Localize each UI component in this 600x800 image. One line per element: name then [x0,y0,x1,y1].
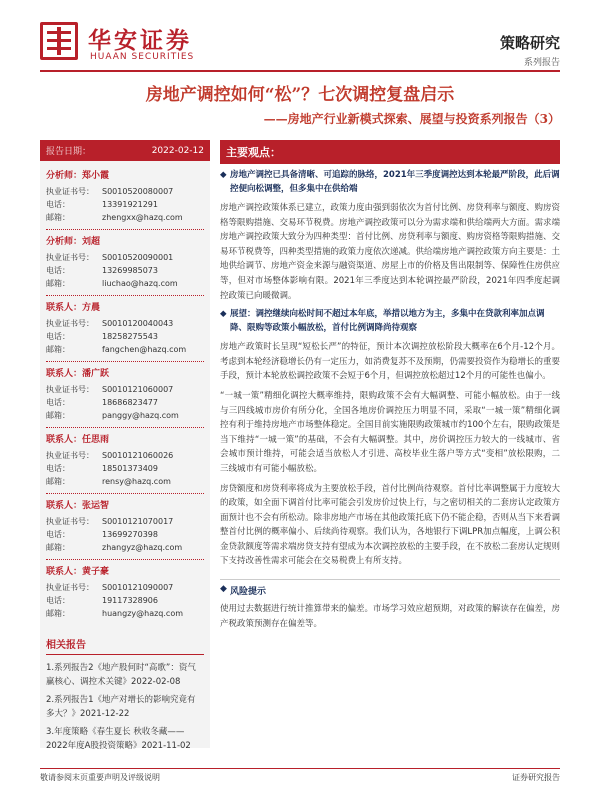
logo-text: 华安证券 [88,27,192,54]
phone-number: 18686823477 [102,398,158,407]
report-subtitle: ——房地产行业新模式探索、展望与投资系列报告（3） [263,112,560,126]
section-title: 主要观点： [220,140,560,164]
phone-number: 18501373409 [102,464,158,473]
analyst-cert [46,449,204,462]
diamond-bullet-icon: ◆ [220,309,227,320]
related-report-item[interactable]: 2.系列报告1《地产对增长的影响究竟有多大？》2021-12-22 [46,695,196,719]
phone-label: 电话： [46,332,70,341]
email-label: 邮箱： [46,543,70,552]
analyst-email [46,607,204,620]
analyst-card [40,358,210,424]
cert-label: 执业证书号： [46,583,94,592]
analyst-email [46,475,204,488]
analyst-name: 联系人：方晨 [46,295,204,313]
analyst-cert [46,383,204,396]
analyst-email [46,277,204,290]
email-label: 邮箱： [46,345,70,354]
phone-number: 18258275543 [102,332,158,341]
phone-label: 电话： [46,200,70,209]
analyst-name: 联系人：潘广跃 [46,361,204,379]
email-label: 邮箱： [46,477,70,486]
related-reports-list [40,659,210,755]
analyst-email [46,343,204,356]
analyst-phone [46,198,204,211]
email-link[interactable]: zhengxx@hazq.com [102,213,183,222]
paragraph: “一城一策”精细化调控大概率维持，限购政策不会有大幅调整、可能小幅放松。由于一线与三四线城市房价有所分化，全国各地房价调控压力明显不同，采取“一城一策”精细化调控有利于维持房地产市场整体稳定。全国目前实施限购政策城市约100个左右，限购政策是当下维持“一城一策”的基础，不会有大幅调整。其中，房价调控压力较大的一线城市、省会城市预计维持，可能会适当放松人才引进、高校毕业生落户等方式“变相”放松限购，二三线城市有可能小幅放松。 [220,390,560,474]
email-label: 邮箱： [46,279,70,288]
analyst-email [46,211,204,224]
email-link[interactable]: panggy@hazq.com [102,411,179,420]
report-date-label: 报告日期： [46,147,92,157]
footer-label: 证券研究报告 [512,773,560,782]
analyst-cert [46,251,204,264]
report-title: 房地产调控如何“松”？七次调控复盘启示 [145,85,455,105]
analyst-card [40,161,210,226]
paragraph: 房地产调控政策体系已建立，政策力度由强到弱依次为首付比例、房贷利率与额度、购房资格等限购措施、交易环节税费。房地产调控政策可以分为需求端和供给端两大方面。需求端房地产调控政策大致分为四种类型：首付比例、房贷利率与额度、购房资格等限购措施、交易环节税费等，四种类型措施的政策力度依次递减。供给端房地产调控政策方向主要是：土地供给调节、房地产资金来源与融资渠道、房屋上市的价格及售出限制等、保障性住房供应等，但对市场整体影响有限。2021年三季度达到本轮调控最严阶段，2021年四季度起调控政策已向暖微调。 [220,203,561,301]
analyst-cert [46,515,204,528]
email-link[interactable]: fangchen@hazq.com [102,345,187,354]
phone-number: 13391921291 [102,200,158,209]
phone-label: 电话： [46,530,70,539]
related-report-item[interactable]: 1.系列报告2《地产股何时“高歌”：资气赢核心、调控术关键》2022-02-08 [46,663,196,687]
email-label: 邮箱： [46,411,70,420]
key-point [220,307,560,335]
analyst-email [46,541,204,554]
risk-heading [220,579,560,597]
key-point-text: 房地产调控已具备清晰、可追踪的脉络，2021年三季度调控达到本轮最严阶段，此后调控便向松调整，但多集中在供给端 [230,170,560,194]
analyst-name: 联系人：任思雨 [46,427,204,445]
email-link[interactable]: huangzy@hazq.com [102,609,184,618]
cert-label: 执业证书号： [46,385,94,394]
phone-label: 电话： [46,398,70,407]
footer-disclaimer: 敬请参阅末页重要声明及评级说明 [40,773,160,782]
phone-label: 电话： [46,596,70,605]
email-label: 邮箱： [46,213,70,222]
main-content [220,140,560,631]
email-label: 邮箱： [46,609,70,618]
report-type: 策略研究 [499,34,560,52]
paragraph: 房地产政策时长呈现“短松长严”的特征，预计本次调控放松阶段大概率在6个月-12个月。考虑到本轮经济稳增长仍有一定压力，如消费复苏不及预期，仍需要投资作为稳增长的重要手段，预计本轮放松调控政策不会短于6个月，但调控放松超过12个月的可能性也偏小。 [220,342,561,382]
header-divider [40,70,560,72]
analyst-cert [46,185,204,198]
phone-number: 13269985073 [102,266,158,275]
related-reports-title: 相关报告 [46,636,204,655]
analyst-phone [46,528,204,541]
risk-title: 风险提示 [230,587,267,598]
cert-number: S0010121060026 [102,451,174,460]
analyst-phone [46,330,204,343]
cert-label: 执业证书号： [46,187,94,196]
analyst-cert [46,317,204,330]
page-header [0,0,600,72]
paragraph: 房贷额度和房贷利率将成为主要放松手段，首付比例尚待观察。首付比率调整属于力度较大的政策，如全面下调首付比率可能会引发房价过快上行，与之密切相关的二套房认定政策方面预计也不会有所松动。除非房地产市场在其他政策托底下仍不能企稳，否则从当下来看调整首付比例的概率偏小、后续尚待观察。我们认为，各地银行下调LPR加点幅度，上调公积金贷款额度等需求端房贷支持有望成为本次调控放松的主要手段，在不放松二套房认定规则下支持改善性需求可能会在交易税费上有所支持。 [220,483,561,567]
diamond-bullet-icon: ◆ [220,584,227,595]
analyst-phone [46,462,204,475]
analyst-card [40,556,210,622]
analyst-name: 分析师：郑小霞 [46,171,110,181]
analyst-name: 分析师：刘超 [46,229,204,247]
email-link[interactable]: rensy@hazq.com [102,477,171,486]
logo-icon [40,22,78,60]
report-subtype: 系列报告 [523,58,560,68]
analyst-name: 联系人：张运智 [46,493,204,511]
cert-label: 执业证书号： [46,253,94,262]
email-link[interactable]: zhangyz@hazq.com [102,543,183,552]
cert-number: S0010121060007 [102,385,174,394]
analyst-phone [46,396,204,409]
analyst-card [40,226,210,292]
risk-text: 使用过去数据进行统计推算带来的偏差。市场学习效应超预期，对政策的解读存在偏差，房产税政策预测存在偏差等。 [220,604,561,629]
report-date: 2022-02-12 [151,145,204,156]
cert-number: S0010520090001 [102,253,174,262]
cert-label: 执业证书号： [46,451,94,460]
cert-label: 执业证书号： [46,517,94,526]
cert-number: S0010121070017 [102,517,174,526]
key-point-text: 展望：调控继续向松时间不超过本年底，举措以地方为主，多集中在贷款利率加点调降、限购等政策小幅放松，首付比例调降尚待观察 [230,309,545,334]
analyst-cert [46,581,204,594]
logo-english: HUAAN SECURITIES [90,52,195,62]
cert-number: S0010121090007 [102,583,174,592]
diamond-bullet-icon: ◆ [220,170,227,180]
analyst-email [46,409,204,422]
email-link[interactable]: liuchao@hazq.com [102,279,178,288]
cert-number: S0010520080007 [102,187,174,196]
analyst-card [40,292,210,358]
analyst-list [40,161,210,622]
analyst-name: 联系人：黄子豪 [46,559,204,577]
related-report-item[interactable]: 3.年度策略《春生夏长 秋收冬藏——2022年度A股投资策略》2021-11-02 [46,727,191,751]
sidebar [40,140,210,751]
cert-number: S0010120040043 [102,319,174,328]
phone-label: 电话： [46,464,70,473]
phone-number: 19117328906 [102,596,158,605]
phone-label: 电话： [46,266,70,275]
key-point [220,168,560,196]
analyst-phone [46,594,204,607]
cert-label: 执业证书号： [46,319,94,328]
report-date-bar [40,140,210,161]
analyst-card [40,490,210,556]
phone-number: 13699270398 [102,530,158,539]
footer-divider [40,768,560,769]
analyst-phone [46,264,204,277]
analyst-card [40,424,210,490]
